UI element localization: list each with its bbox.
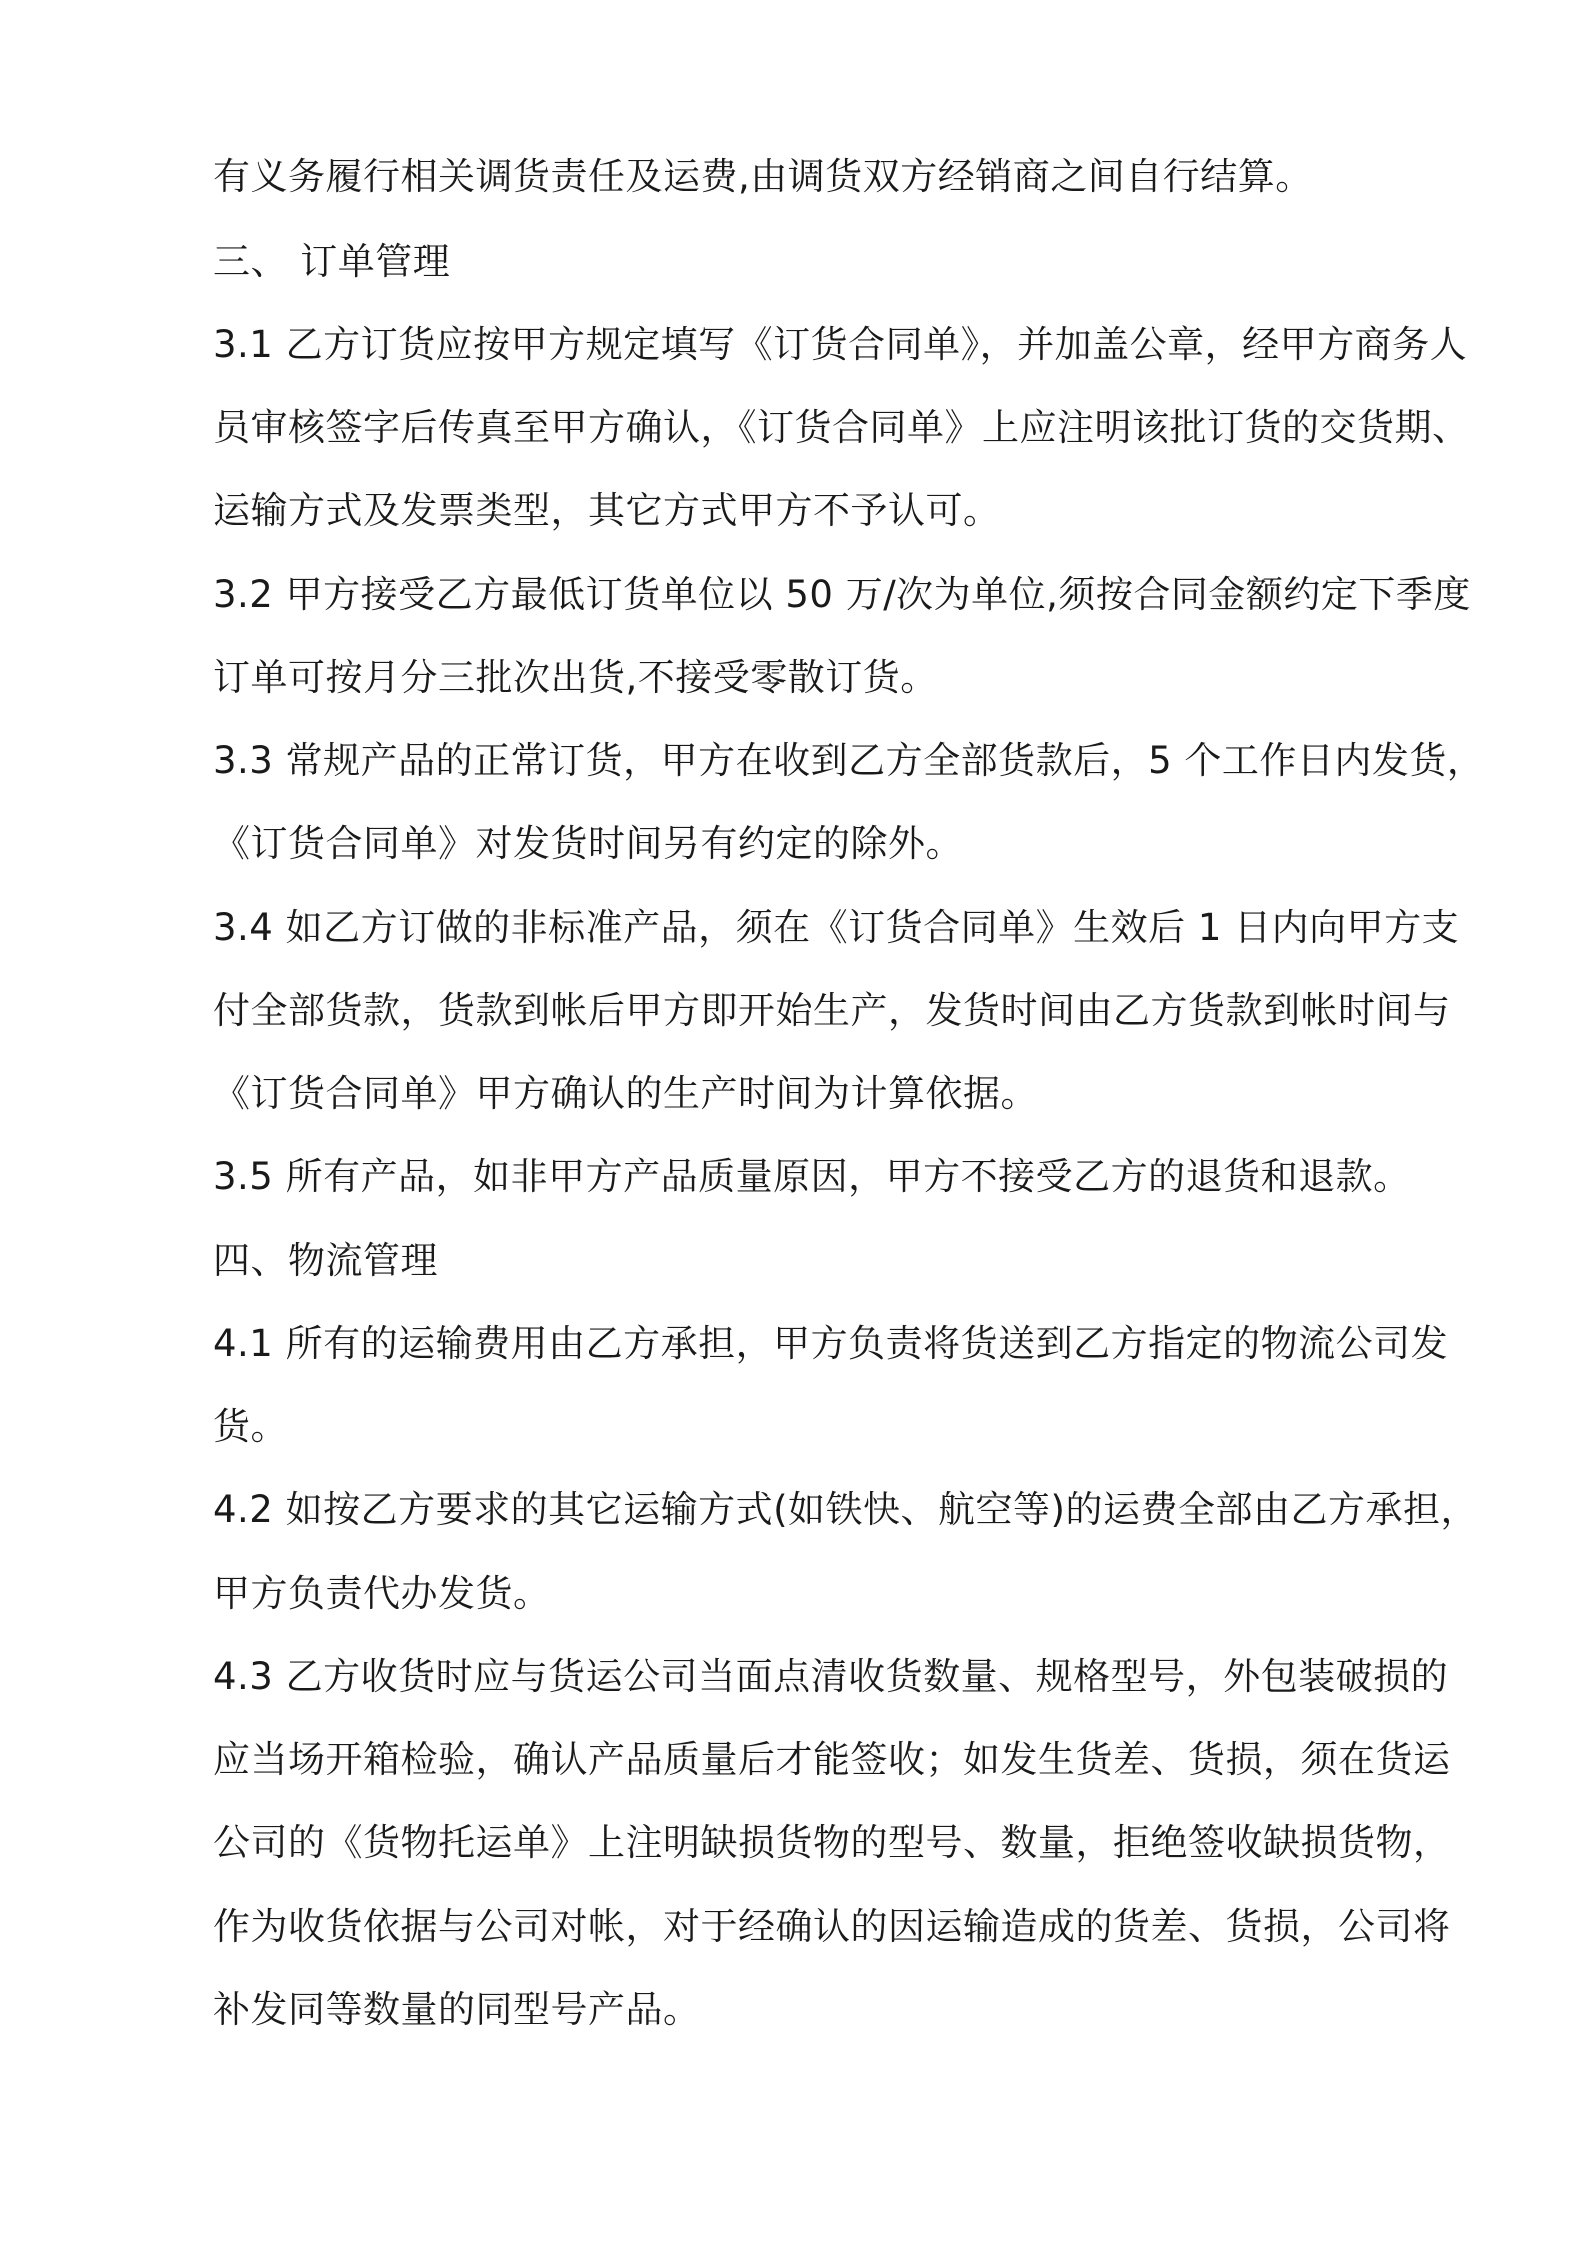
clause-3-1-line-3: 运输方式及发票类型，其它方式甲方不予认可。 — [213, 489, 1001, 532]
clause-3-5-line-1: 3.5 所有产品，如非甲方产品质量原因，甲方不接受乙方的退货和退款。 — [213, 1155, 1411, 1198]
clause-4-3-line-3: 公司的《货物托运单》上注明缺损货物的型号、数量，拒绝签收缺损货物， — [213, 1821, 1451, 1864]
section-heading-logistics-management: 四、物流管理 — [213, 1239, 438, 1282]
clause-3-2-line-2: 订单可按月分三批次出货,不接受零散订货。 — [213, 656, 938, 699]
clause-3-4-line-3: 《订货合同单》甲方确认的生产时间为计算依据。 — [213, 1072, 1038, 1115]
clause-4-3-line-5: 补发同等数量的同型号产品。 — [213, 1988, 701, 2031]
clause-3-4-line-2: 付全部货款，货款到帐后甲方即开始生产，发货时间由乙方货款到帐时间与 — [213, 989, 1451, 1032]
text-line-continuation: 有义务履行相关调货责任及运费,由调货双方经销商之间自行结算。 — [213, 155, 1313, 198]
clause-4-3-line-4: 作为收货依据与公司对帐，对于经确认的因运输造成的货差、货损，公司将 — [213, 1905, 1451, 1948]
clause-3-1-line-1: 3.1 乙方订货应按甲方规定填写《订货合同单》，并加盖公章，经甲方商务人 — [213, 323, 1468, 366]
clause-4-1-line-1: 4.1 所有的运输费用由乙方承担，甲方负责将货送到乙方指定的物流公司发 — [213, 1322, 1449, 1365]
section-heading-order-management: 三、 订单管理 — [213, 240, 451, 283]
clause-3-4-line-1: 3.4 如乙方订做的非标准产品，须在《订货合同单》生效后 1 日内向甲方支 — [213, 906, 1460, 949]
clause-4-2-line-1: 4.2 如按乙方要求的其它运输方式(如铁快、航空等)的运费全部由乙方承担， — [213, 1488, 1478, 1531]
clause-4-2-line-2: 甲方负责代办发货。 — [213, 1572, 551, 1615]
clause-3-3-line-2: 《订货合同单》对发货时间另有约定的除外。 — [213, 822, 963, 865]
clause-3-1-line-2: 员审核签字后传真至甲方确认，《订货合同单》上应注明该批订货的交货期、 — [213, 406, 1470, 449]
clause-3-3-line-1: 3.3 常规产品的正常订货，甲方在收到乙方全部货款后，5 个工作日内发货， — [213, 739, 1485, 782]
clause-4-1-line-2: 货。 — [213, 1405, 288, 1448]
clause-4-3-line-2: 应当场开箱检验，确认产品质量后才能签收；如发生货差、货损，须在货运 — [213, 1738, 1451, 1781]
clause-4-3-line-1: 4.3 乙方收货时应与货运公司当面点清收货数量、规格型号，外包装破损的 — [213, 1655, 1449, 1698]
clause-3-2-line-1: 3.2 甲方接受乙方最低订货单位以 50 万/次为单位,须按合同金额约定下季度 — [213, 573, 1471, 616]
